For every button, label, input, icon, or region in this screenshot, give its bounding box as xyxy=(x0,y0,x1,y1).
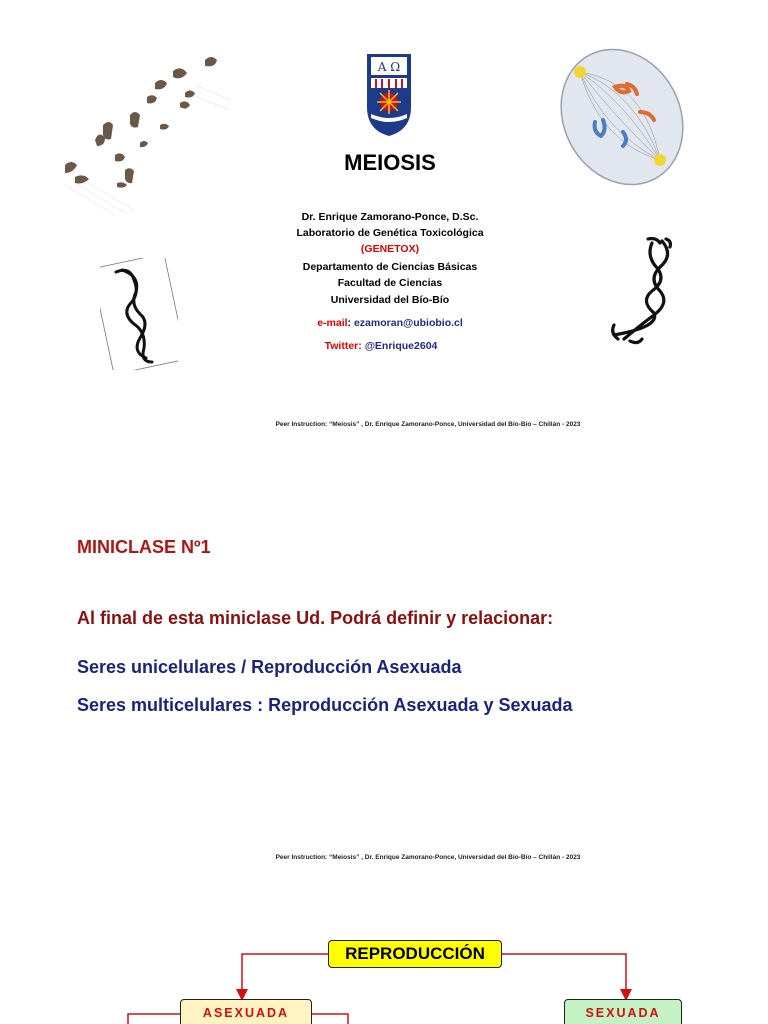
university-name: Universidad del Bío-Bío xyxy=(330,294,450,306)
slide-footer: Peer Instruction: “Meiosis” , Dr. Enrique Zamorano-Ponce, Universidad del Bío-Bío – Chillán - 2023 xyxy=(275,854,581,861)
arrow-to-asexuada xyxy=(242,954,328,995)
lab-name: Laboratorio de Genética Toxicológica xyxy=(296,227,484,239)
faculty-name: Facultad de Ciencias xyxy=(337,277,443,289)
objective-line-2: Seres multicelulares : Reproducción Asexuada y Sexuada xyxy=(77,695,573,715)
sexual-box: SEXUADA xyxy=(564,999,682,1024)
slide-footer: Peer Instruction: “Meiosis” , Dr. Enrique Zamorano-Ponce, Universidad del Bío-Bío – Chillán - 2023 xyxy=(275,421,581,428)
chromosome-pair-right-image xyxy=(600,235,690,350)
miniclase-title: MINICLASE Nº1 xyxy=(77,537,211,557)
svg-text:A Ω: A Ω xyxy=(377,60,401,74)
reproduction-diagram-slide xyxy=(0,870,768,1024)
objective-line-1: Seres unicelulares / Reproducción Asexuada xyxy=(77,657,462,677)
university-crest-logo xyxy=(364,52,414,138)
chromosome-spread-image xyxy=(55,45,235,225)
email-label: e-mail xyxy=(317,317,348,329)
miniclase-subtitle: Al final de esta miniclase Ud. Podrá definir y relacionar: xyxy=(77,608,554,628)
arrow-asexuada-left xyxy=(128,1014,180,1024)
spindle-cell-image xyxy=(555,42,690,192)
reproduction-box: REPRODUCCIÓN xyxy=(328,940,502,968)
slide-title: MEIOSIS xyxy=(344,150,436,175)
twitter-handle[interactable]: @Enrique2604 xyxy=(364,340,438,352)
department-name: Departamento de Ciencias Básicas xyxy=(302,261,478,273)
asexual-box: ASEXUADA xyxy=(180,999,312,1024)
arrow-asexuada-right xyxy=(312,1014,348,1024)
lab-short: (GENETOX) xyxy=(360,243,420,255)
chromosome-pair-left-image xyxy=(100,258,178,370)
miniclase-slide xyxy=(0,445,768,870)
twitter-label: Twitter: xyxy=(324,340,362,352)
email-link[interactable]: ezamoran@ubiobio.cl xyxy=(353,317,463,329)
title-slide xyxy=(0,0,768,445)
email-separator: : xyxy=(347,317,354,329)
arrow-to-sexuada xyxy=(502,954,626,995)
author-name: Dr. Enrique Zamorano-Ponce, D.Sc. xyxy=(301,211,479,223)
